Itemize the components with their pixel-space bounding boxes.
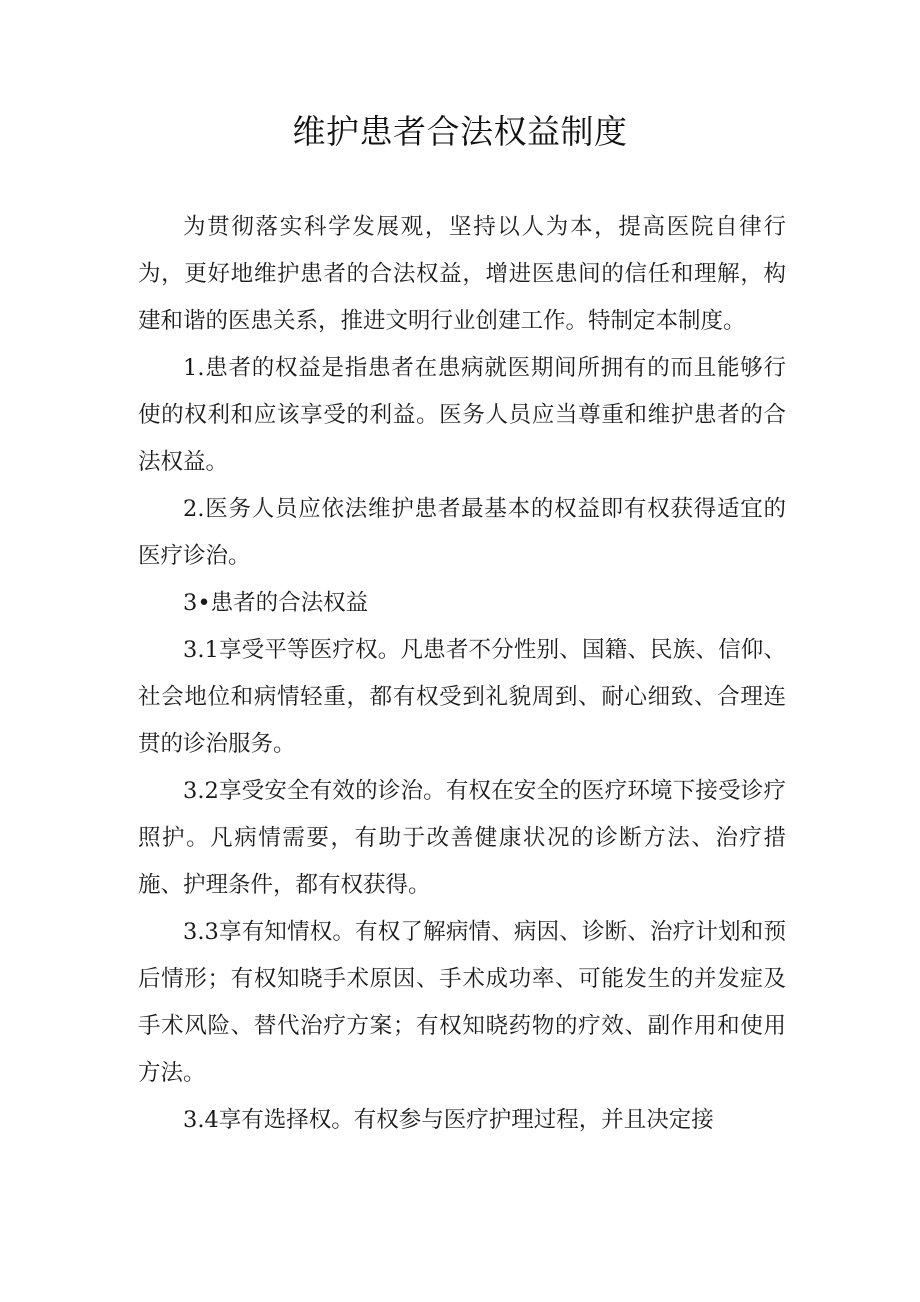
- clause-3-3-paragraph: 3.3享有知情权。有权了解病情、病因、诊断、治疗计划和预后情形；有权知晓手术原因、手术成功率、可能发生的并发症及手术风险、替代治疗方案；有权知晓药物的疗效、副作用和使用方法。: [138, 919, 786, 1086]
- document-body: [138, 204, 786, 1144]
- clause-2-paragraph: 2.医务人员应依法维护患者最基本的权益即有权获得适宜的医疗诊治。: [138, 496, 786, 569]
- clause-1-paragraph: 1.患者的权益是指患者在患病就医期间所拥有的而且能够行使的权利和应该享受的利益。医务人员应当尊重和维护患者的合法权益。: [138, 355, 786, 475]
- clause-3-1-paragraph: 3.1享受平等医疗权。凡患者不分性别、国籍、民族、信仰、社会地位和病情轻重，都有权受到礼貌周到、耐心细致、合理连贯的诊治服务。: [138, 637, 786, 757]
- clause-3-heading: 3•患者的合法权益: [183, 590, 369, 616]
- intro-paragraph: 为贯彻落实科学发展观，坚持以人为本，提高医院自律行为，更好地维护患者的合法权益，增进医患间的信任和理解，构建和谐的医患关系，推进文明行业创建工作。特制定本制度。: [138, 214, 786, 334]
- clause-3-4-paragraph: 3.4享有选择权。有权参与医疗护理过程，并且决定接: [183, 1107, 714, 1133]
- document-title: 维护患者合法权益制度: [292, 112, 628, 151]
- clause-3-2-paragraph: 3.2享受安全有效的诊治。有权在安全的医疗环境下接受诊疗照护。凡病情需要，有助于改善健康状况的诊断方法、治疗措施、护理条件，都有权获得。: [138, 778, 786, 898]
